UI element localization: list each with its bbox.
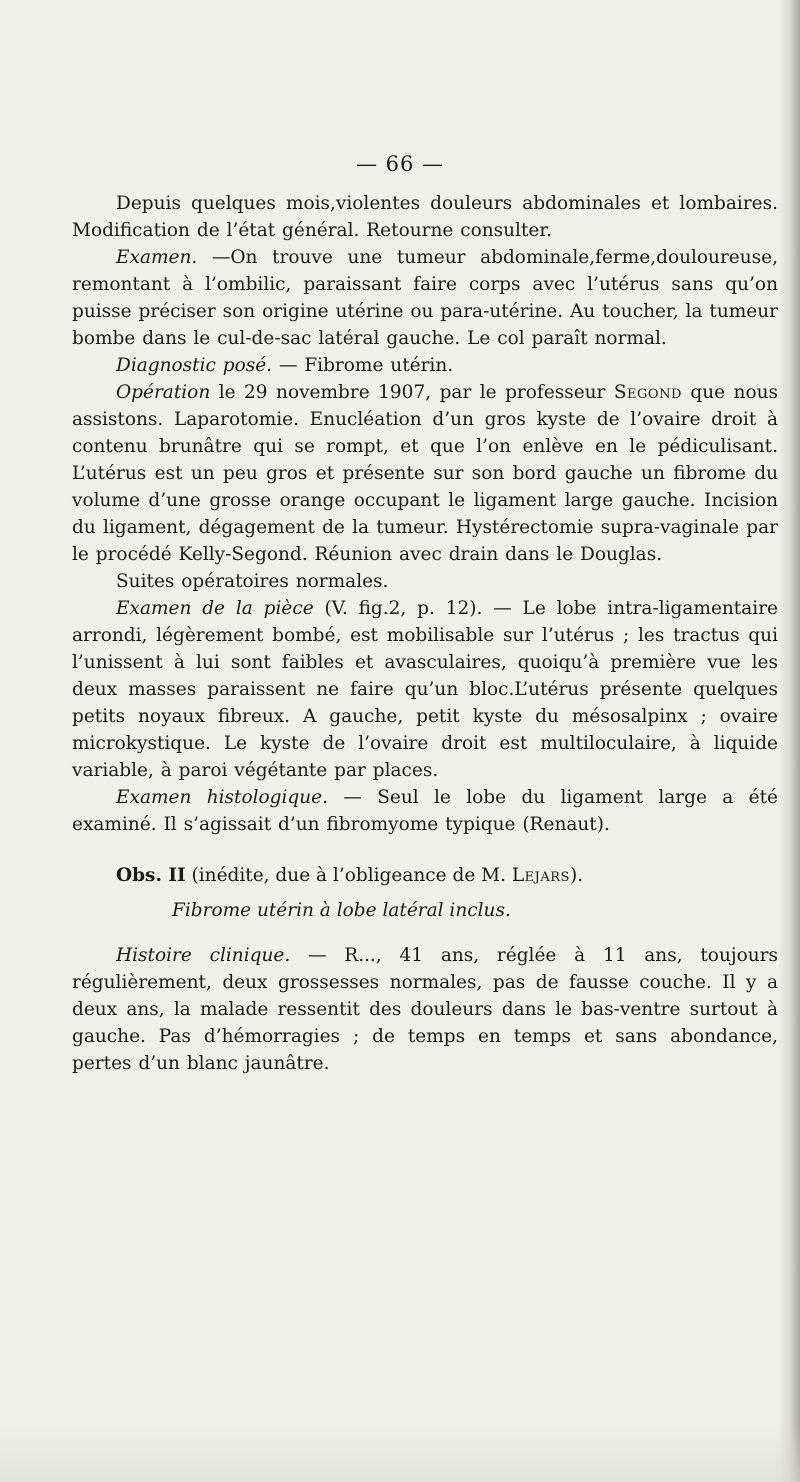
document-body (72, 190, 778, 1077)
paragraph-lead: Examen histologique. (116, 787, 329, 808)
observation-heading (72, 862, 778, 889)
paragraph-examen-piece (72, 595, 778, 784)
page-bottom-shadow (0, 1422, 800, 1482)
paragraph-text: — Seul le lobe du ligament large a été examiné. Il s’agissait d’un fibromyome typique (Renaut). (72, 787, 778, 835)
paragraph-operation (72, 379, 778, 568)
observation-text: (inédite, due à l’obligeance de M. (185, 865, 512, 886)
paragraph-text: le 29 novembre 1907, par le professeur (210, 382, 614, 403)
paragraph-symptoms (72, 190, 778, 244)
paragraph-lead: Examen. (116, 247, 198, 268)
paragraph-text: —On trouve une tumeur abdominale,ferme,douloureuse, remontant à l’ombilic, paraissant faire corps avec l’utérus sans qu’on puisse préciser son origine utérine ou para-utérine. Au toucher, la tumeur bombe dans le cul-de-sac latéral gauche. Le col paraît normal. (72, 247, 778, 349)
paragraph-diagnostic (72, 352, 778, 379)
page-edge-shadow (778, 0, 800, 1482)
paragraph-text: — Fibrome utérin. (272, 355, 454, 376)
paragraph-lead: Histoire clinique. (116, 945, 291, 966)
paragraph-suites (72, 568, 778, 595)
observation-label: Obs. II (116, 865, 186, 886)
paragraph-text: (V. fig.2, p. 12). — Le lobe intra-ligamentaire arrondi, légèrement bombé, est mobilisable sur l’utérus ; les tractus qui l’unissent à lui sont faibles et avasculaires, quoiqu’à première vue les deux masses paraissent ne faire qu’un bloc.L’utérus présente quelques petits noyaux fibreux. A gauche, petit kyste du mésosalpinx ; ovaire microkystique. Le kyste de l’ovaire droit est multiloculaire, à liquide variable, à paroi végétante par places. (72, 598, 778, 781)
paragraph-text: que nous assistons. Laparotomie. Enucléation d’un gros kyste de l’ovaire droit à contenu brunâtre qui se rompt, et que l’on enlève en le pédiculisant. L’utérus est un peu gros et présente sur son bord gauche un fibrome du volume d’une grosse orange occupant le ligament large gauche. Incision du ligament, dégagement de la tumeur. Hystérectomie supra-vaginale par le procédé Kelly-Segond. Réunion avec drain dans le Douglas. (72, 382, 778, 565)
observation-subtitle: Fibrome utérin à lobe latéral inclus. (172, 900, 511, 921)
paragraph-text: Depuis quelques mois,violentes douleurs abdominales et lombaires. Modification de l’état général. Retourne consulter. (72, 193, 778, 241)
paragraph-text: Suites opératoires normales. (116, 571, 389, 592)
surgeon-name: Segond (613, 382, 682, 403)
paragraph-lead: Examen de la pièce (116, 598, 314, 619)
observation-text: ). (569, 865, 584, 886)
paragraph-examen (72, 244, 778, 352)
paragraph-lead: Diagnostic posé. (116, 355, 273, 376)
paragraph-history (72, 942, 778, 1077)
paragraph-lead: Opération (116, 382, 211, 403)
page-number: — 66 — (355, 152, 445, 176)
observer-name: Lejars (511, 865, 570, 886)
paragraph-histology (72, 784, 778, 838)
paragraph-text: — R..., 41 ans, réglée à 11 ans, toujours régulièrement, deux grossesses normales, pas de fausse couche. Il y a deux ans, la malade ressentit des douleurs dans le bas-ventre surtout à gauche. Pas d’hémorragies ; de temps en temps et sans abondance, pertes d’un blanc jaunâtre. (72, 945, 778, 1074)
